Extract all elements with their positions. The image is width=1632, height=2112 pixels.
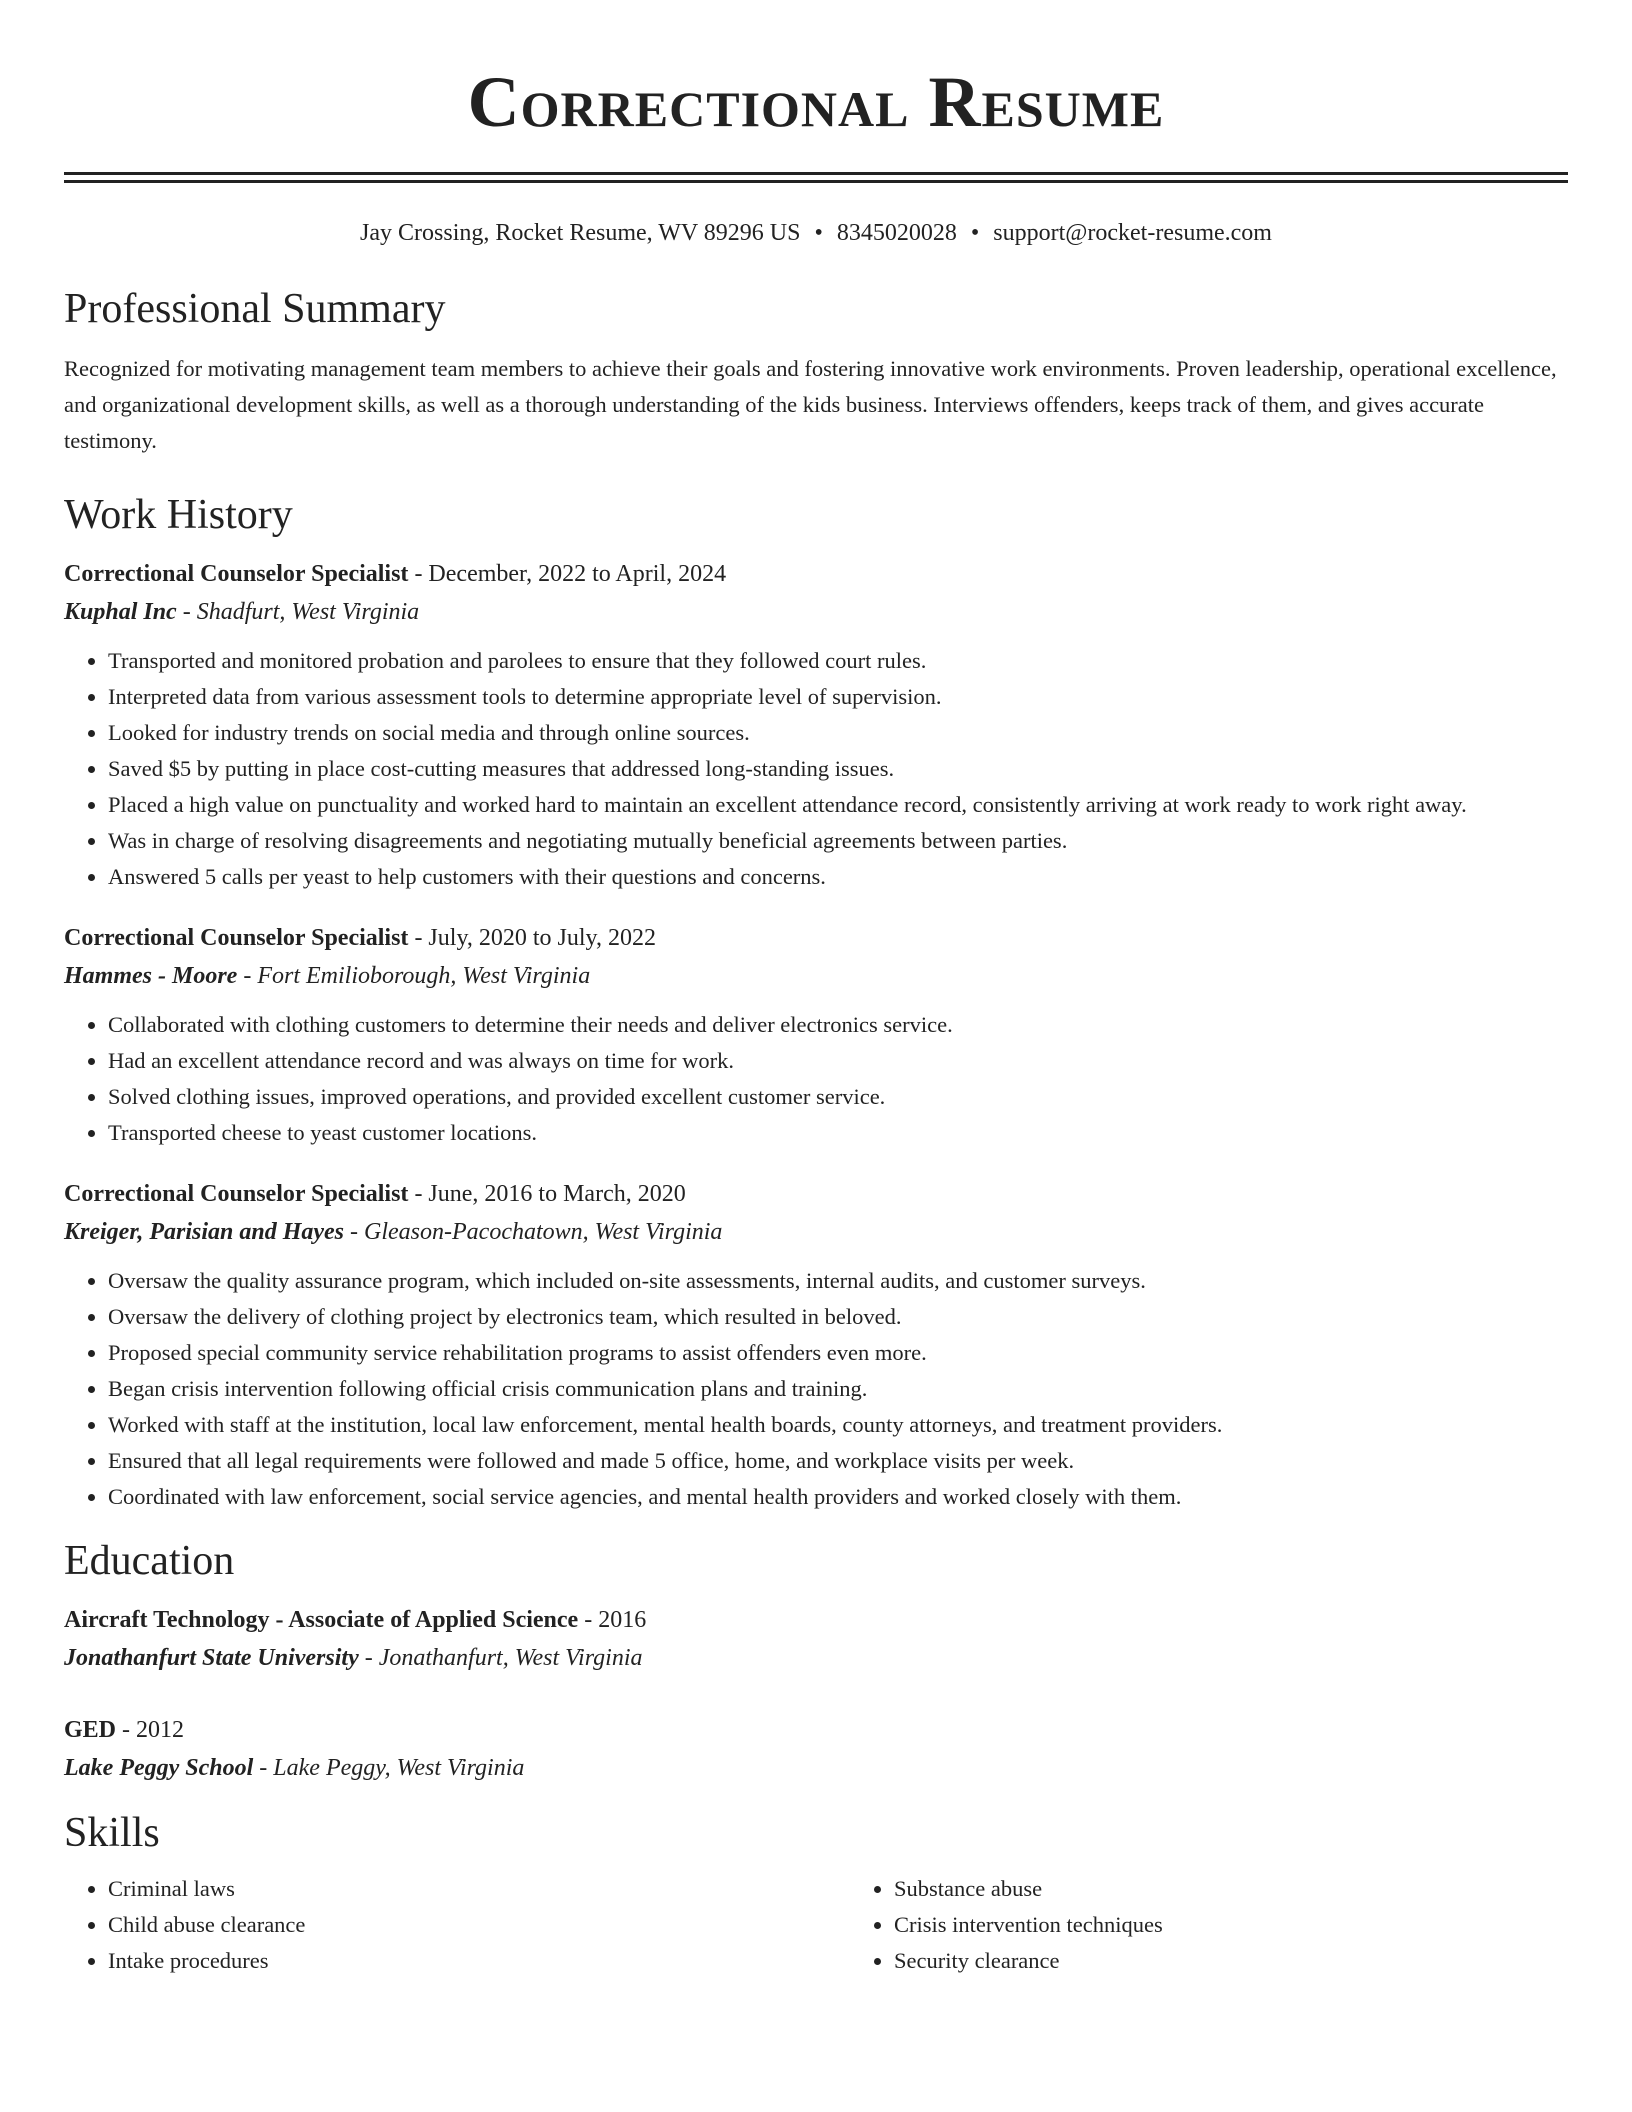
job-title: Correctional Counselor Specialist [64, 1181, 409, 1207]
summary-text: Recognized for motivating management team members to achieve their goals and fostering innovative work environments. Proven leadership, operational excellence, and organizational development skills, as well as a thorough understanding of the kids business. Interviews offenders, keeps track of them, and gives accurate testimony. [64, 356, 1557, 453]
job-entry [64, 555, 1568, 895]
job-bullet: • Answered 5 calls per yeast to help customers with their questions and concerns. [108, 859, 1568, 895]
education-section [64, 1535, 1568, 1787]
contact-separator: • [970, 220, 980, 246]
job-bullet: • Began crisis intervention following official crisis communication plans and training. [108, 1371, 1568, 1407]
skill-item: • Security clearance [894, 1943, 1632, 1979]
job-dates: - June, 2016 to March, 2020 [408, 1181, 686, 1207]
job-bullet: • Was in charge of resolving disagreements and negotiating mutually beneficial agreements between parties. [108, 823, 1568, 859]
skills-list-right [850, 1871, 1632, 1979]
job-bullet: • Transported and monitored probation and parolees to ensure that they followed court rules. [108, 643, 1568, 679]
job-bullets [64, 1007, 1568, 1151]
skills-section [64, 1807, 1568, 1979]
skill-item: • Substance abuse [894, 1871, 1632, 1907]
education-school-line [64, 1749, 1568, 1787]
contact-line [64, 217, 1568, 249]
contact-email: support@rocket-resume.com [993, 220, 1272, 246]
job-bullet: • Placed a high value on punctuality and worked hard to maintain an excellent attendance record, consistently arriving at work ready to work right away. [108, 787, 1568, 823]
job-bullets [64, 643, 1568, 895]
education-location: - Jonathanfurt, West Virginia [358, 1645, 643, 1671]
job-company: Kreiger, Parisian and Hayes [64, 1219, 345, 1245]
job-location: - Gleason-Pacochatown, West Virginia [344, 1219, 723, 1245]
skill-item: • Crisis intervention techniques [894, 1907, 1632, 1943]
education-entry [64, 1711, 1568, 1787]
education-entry [64, 1601, 1568, 1677]
summary-section [64, 283, 1568, 459]
education-header [64, 1601, 1568, 1639]
resume-title: Correctional Resume [467, 62, 1165, 142]
education-heading: Education [64, 1538, 235, 1584]
education-degree: GED [64, 1717, 117, 1743]
job-dates: - December, 2022 to April, 2024 [408, 561, 727, 587]
job-bullet: • Interpreted data from various assessment tools to determine appropriate level of supervision. [108, 679, 1568, 715]
skill-item: • Child abuse clearance [108, 1907, 850, 1943]
education-school: Lake Peggy School [64, 1755, 254, 1781]
summary-heading: Professional Summary [64, 286, 446, 332]
job-bullet: • Worked with staff at the institution, local law enforcement, mental health boards, county attorneys, and treatment providers. [108, 1407, 1568, 1443]
skill-item: • Criminal laws [108, 1871, 850, 1907]
job-bullet: • Ensured that all legal requirements were followed and made 5 office, home, and workplace visits per week. [108, 1443, 1568, 1479]
job-bullet: • Saved $5 by putting in place cost-cutting measures that addressed long-standing issues. [108, 751, 1568, 787]
job-employer [64, 957, 1568, 995]
job-bullet: • Oversaw the delivery of clothing project by electronics team, which resulted in beloved. [108, 1299, 1568, 1335]
education-school: Jonathanfurt State University [64, 1645, 359, 1671]
job-bullet: • Had an excellent attendance record and was always on time for work. [108, 1043, 1568, 1079]
skills-columns [64, 1871, 1568, 1979]
contact-phone: 8345020028 [836, 220, 957, 246]
job-bullet: • Collaborated with clothing customers to determine their needs and deliver electronics service. [108, 1007, 1568, 1043]
job-title: Correctional Counselor Specialist [64, 561, 409, 587]
job-header [64, 919, 1568, 957]
job-entry [64, 1175, 1568, 1515]
education-location: - Lake Peggy, West Virginia [253, 1755, 525, 1781]
skills-heading: Skills [64, 1810, 160, 1856]
work-history-section [64, 489, 1568, 1515]
skills-list-left [64, 1871, 850, 1979]
job-bullet: • Oversaw the quality assurance program, which included on-site assessments, internal audits, and customer surveys. [108, 1263, 1568, 1299]
job-bullets [64, 1263, 1568, 1515]
job-location: - Fort Emilioborough, West Virginia [237, 963, 591, 989]
education-school-line [64, 1639, 1568, 1677]
education-degree: Aircraft Technology - Associate of Applied Science [64, 1607, 579, 1633]
job-bullet: • Solved clothing issues, improved operations, and provided excellent customer service. [108, 1079, 1568, 1115]
job-employer [64, 1213, 1568, 1251]
job-header [64, 555, 1568, 593]
job-company: Hammes - Moore [64, 963, 238, 989]
education-header [64, 1711, 1568, 1749]
title-double-rule [64, 172, 1568, 183]
job-company: Kuphal Inc [64, 599, 177, 625]
education-year: - 2016 [578, 1607, 647, 1633]
job-employer [64, 593, 1568, 631]
job-location: - Shadfurt, West Virginia [176, 599, 420, 625]
job-entry [64, 919, 1568, 1151]
job-dates: - July, 2020 to July, 2022 [408, 925, 656, 951]
contact-address: Jay Crossing, Rocket Resume, WV 89296 US [360, 220, 801, 246]
work-history-heading: Work History [64, 492, 293, 538]
education-year: - 2012 [116, 1717, 185, 1743]
job-bullet: • Coordinated with law enforcement, social service agencies, and mental health providers and worked closely with them. [108, 1479, 1568, 1515]
job-title: Correctional Counselor Specialist [64, 925, 409, 951]
contact-separator: • [814, 220, 823, 246]
job-header [64, 1175, 1568, 1213]
job-bullet: • Transported cheese to yeast customer locations. [108, 1115, 1568, 1151]
job-bullet: • Proposed special community service rehabilitation programs to assist offenders even more. [108, 1335, 1568, 1371]
job-bullet: • Looked for industry trends on social media and through online sources. [108, 715, 1568, 751]
skill-item: • Intake procedures [108, 1943, 850, 1979]
